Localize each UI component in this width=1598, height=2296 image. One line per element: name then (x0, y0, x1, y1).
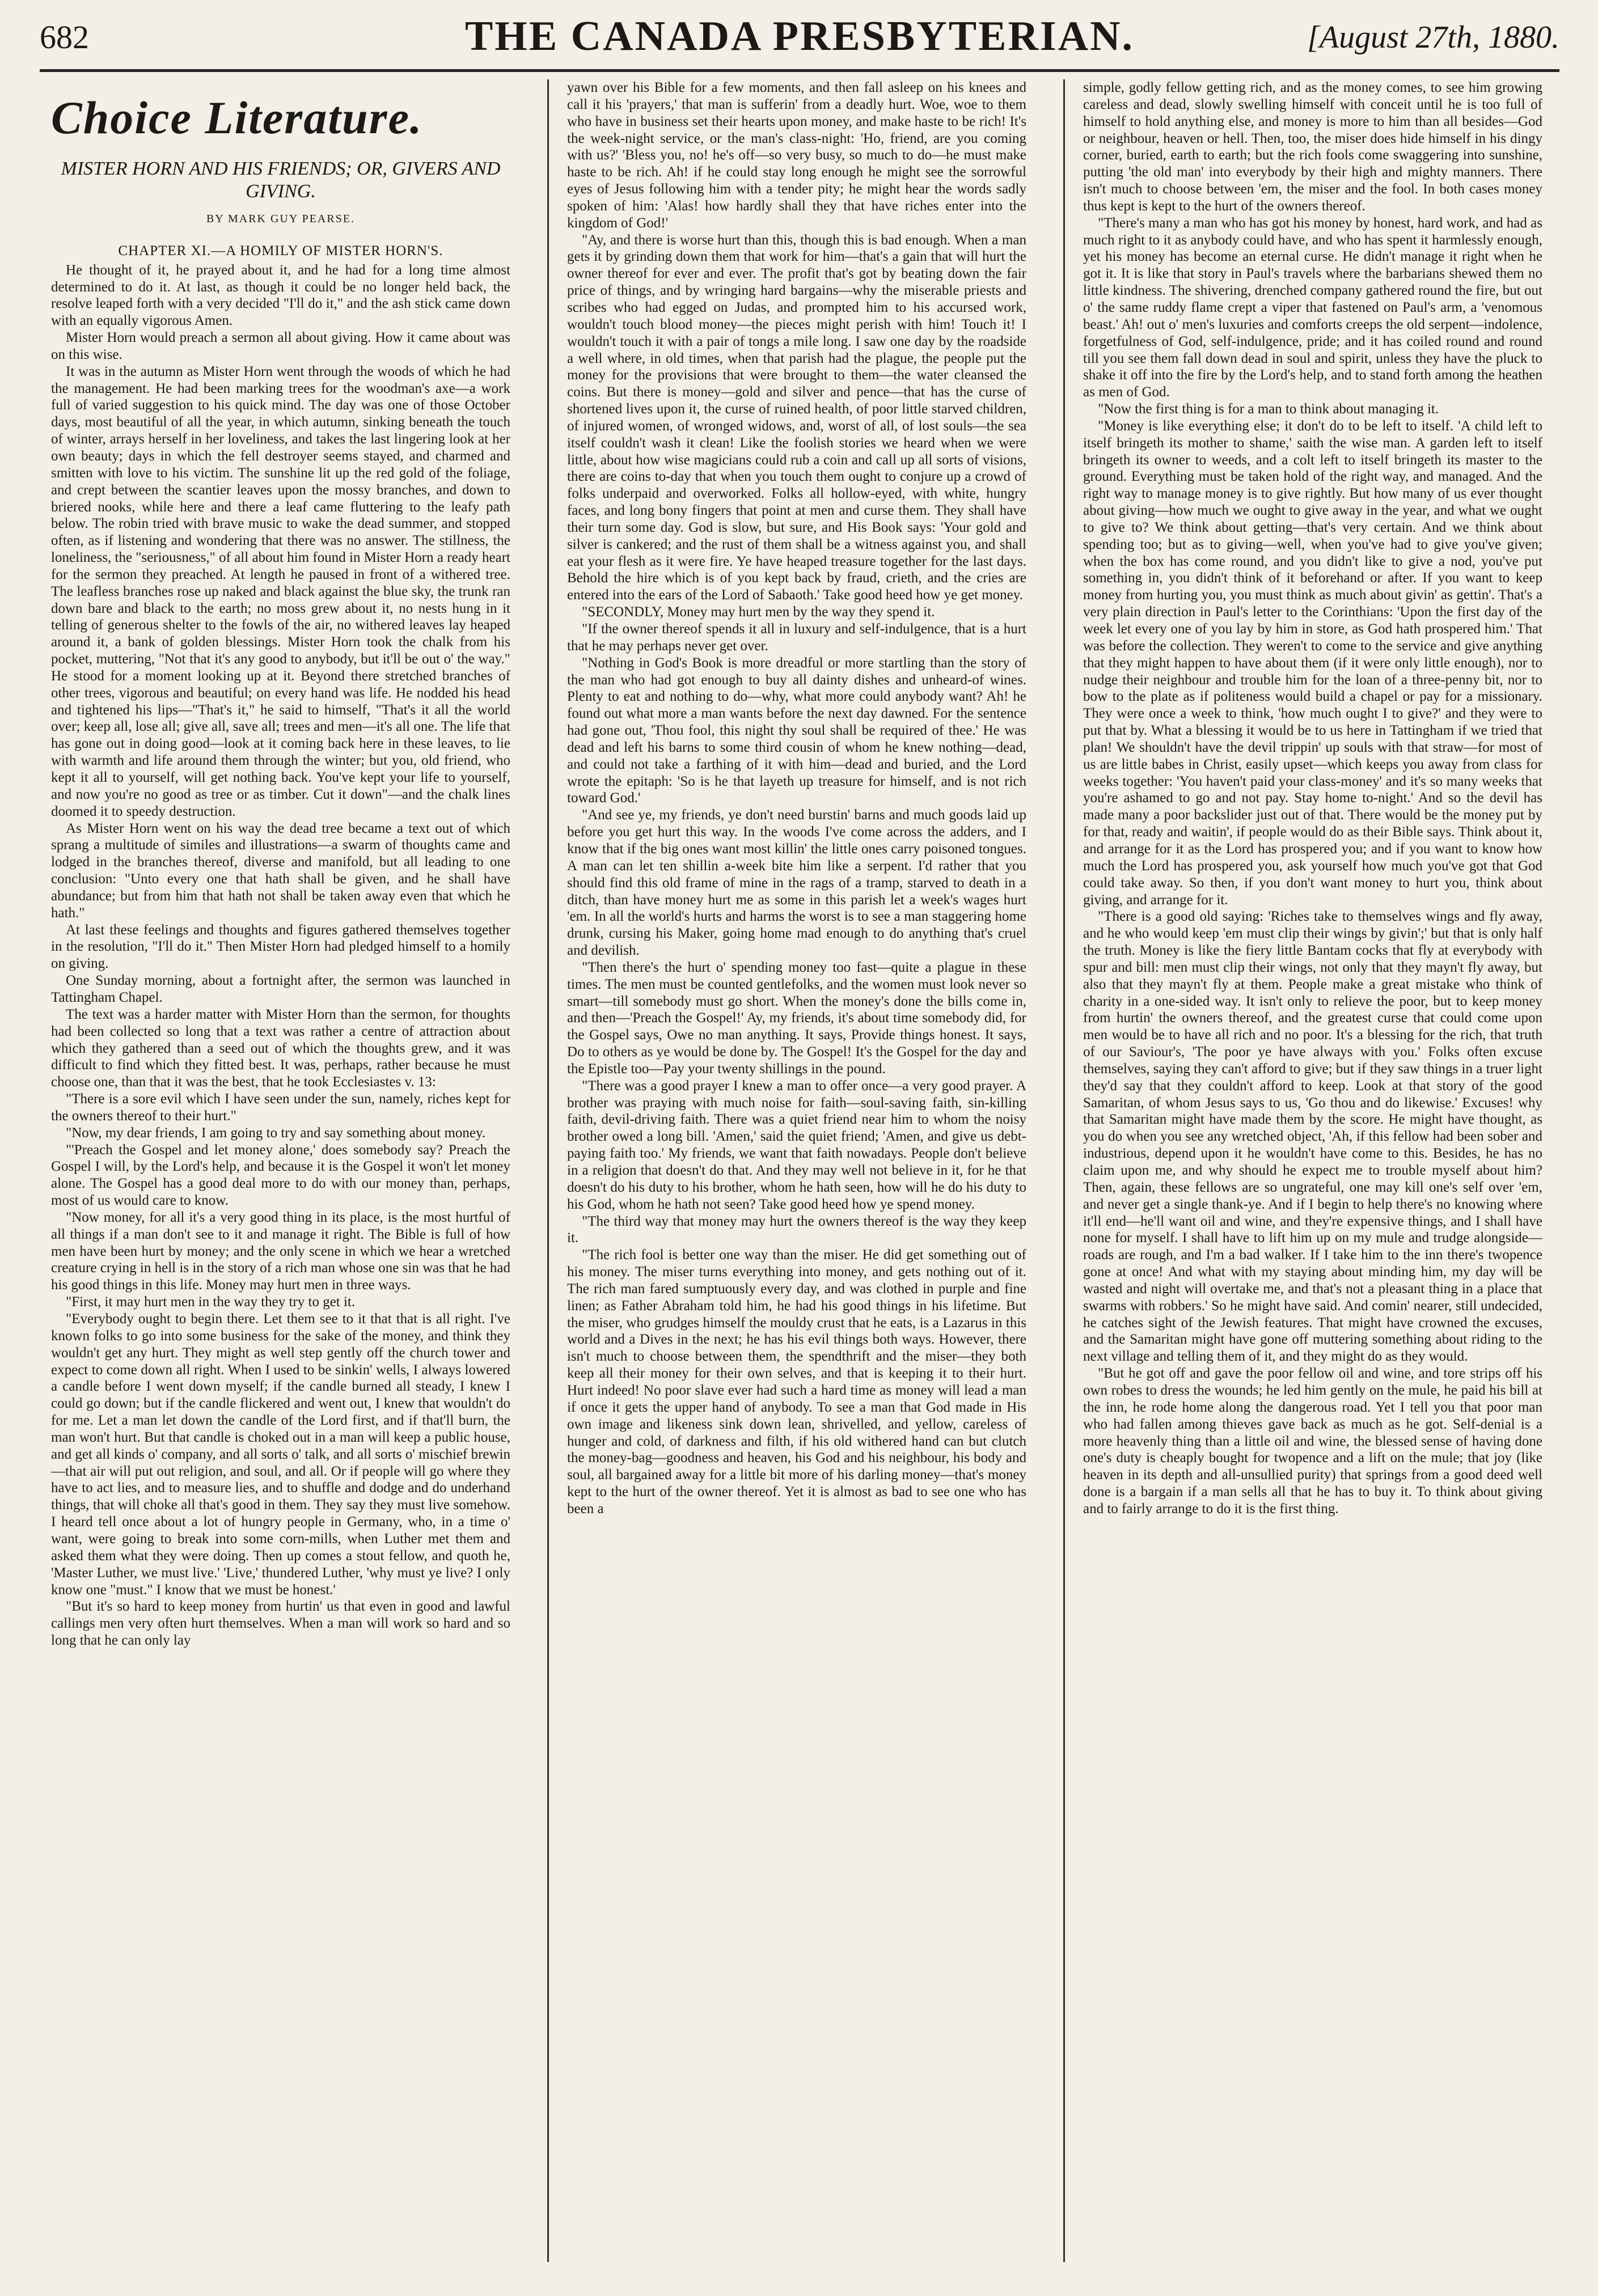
article-paragraph: At last these feelings and thoughts and figures gathered themselves together in the resolution, "I'll do it." Then Mister Horn had pledged himself to a homily on giving. (51, 922, 510, 972)
story-title: MISTER HORN AND HIS FRIENDS; OR, GIVERS AND GIVING. (61, 158, 501, 202)
column-3 (1083, 79, 1542, 2273)
author-byline: BY MARK GUY PEARSE. (206, 213, 356, 225)
column-divider (1063, 79, 1065, 2262)
article-paragraph: "Ay, and there is worse hurt than this, though this is bad enough. When a man gets it by grinding down them that work for him—that's a gain that will hurt the owner thereof for ever and ever. The profit that's got by beating down the fair price of things, and by wringing hard bargains—why the miserable priests and scribes who had egged on Judas, and prompted him to his accursed work, wouldn't touch blood money—the pieces might perish with him! Touch it! I wouldn't touch it with a pair of tongs a mile long. I saw one day by the roadside a well where, in old times, when that parish had the plague, the people put the money for the provisions that were brought to them—the water cleansed the coins. But there is money—gold and silver and pence—that has the curse of shortened lives upon it, the curse of ruined health, of poor little starved children, of injured women, of wronged widows, and, worst of all, of lost souls—the sea itself couldn't wash it clean! Like the foolish stories we heard when we were little, about how wise magicians could rub a coin and call up all sorts of visions, there are coins to-day that when you touch them ought to conjure up a crowd of folks underpaid and overworked. Folks all hollow-eyed, with white, hungry faces, and long bony fingers that point at men and curse them. They shall have their turn some day. God is slow, but sure, and His Book says: 'Your gold and silver is cankered; and the rust of them shall be a witness against you, and shall eat your flesh as it were fire. Ye have heaped treasure together for the last days. Behold the hire which is of you kept back by fraud, crieth, and the cries are entered into the ears of the Lord of Sabaoth.' Take good heed how ye get money. (567, 232, 1026, 603)
article-paragraph: As Mister Horn went on his way the dead tree became a text out of which sprang a multitude of similes and illustrations—a swarm of thoughts came and lodged in the branches thereof, diverse and manifold, but all leading to one conclusion: "Unto every one that hath shall be given, and he shall have abundance; but from him that hath not shall be taken away even that which he hath." (51, 820, 510, 921)
article-paragraph: "There is a good old saying: 'Riches take to themselves wings and fly away, and he who would keep 'em must clip their wings by givin';' but that is only half the truth. Money is like the fiery little Bantam cocks that fly at everybody with spur and bill: men must clip their wings, not only that they mayn't fly away, but also that they mayn't fly at them. People make a great mistake who think of charity in a one-sided way. It isn't only to relieve the poor, but to keep money from hurtin' the owners thereof, and the greatest curse that could come upon men would be to have all rich and no poor. It's a blessing for the rich, that truth of our Saviour's, 'The poor ye have always with you.' Folks often excuse themselves, saying they can't afford to give; but if they saw things in a truer light they'd say that they couldn't afford to keep. Look at that story of the good Samaritan, of whom Jesus says to us, 'Go thou and do likewise.' Excuses! why that Samaritan might have made them by the score. He might have thought, as you do when you see any wretched object, 'Ah, if this fellow had been sober and industrious, depend upon it he wouldn't have come to this. Besides, he has no claim upon me, and why should he expect me to trouble myself about him? Then, again, these fellows are so ungrateful, one may kill one's self over 'em, and never get a single thank-ye. And if I begin to help there's no knowing where it'll end—he'll want oil and wine, and they're expensive things, and I shall have none for myself. I shall have to lift him up on my mule and trudge alongside—roads are rough, and I'm a bad walker. If I take him to the inn there's twopence gone at once! And what with my staying about minding him, my day will be wasted and night will overtake me, and that's not a pleasant thing in a place that swarms with robbers.' So he might have said. And comin' nearer, still undecided, he catches sight of the Jewish features. That might have crowned the excuses, and the Samaritan might have gone off muttering something about riding to the next village and telling them of it, and they might do as they would. (1083, 909, 1542, 1365)
page-number: 682 (40, 19, 89, 56)
column-2-body (567, 79, 1026, 1518)
article-paragraph: simple, godly fellow getting rich, and as the money comes, to see him growing careless and dead, slowly swelling himself with conceit until he is too full of himself to hold anything else, and money is more to him than all besides—God or neighbour, heaven or hell. Then, too, the miser does hide himself in his dingy corner, buried, earth to earth; but the rich fools come swaggering into sunshine, putting 'the old man' into everybody by their high and mighty manners. There isn't much to choose between 'em, the miser and the fool. In both cases money thus kept is kept to the hurt of the owners thereof. (1083, 80, 1542, 214)
article-paragraph: yawn over his Bible for a few moments, and then fall asleep on his knees and call it his 'prayers,' that man is sufferin' from a deadly hurt. Woe, woe to them who have in business set their hearts upon money, and make haste to be rich! It's the week-night service, or the man's class-night: 'Ho, friend, are you coming with us?' 'Bless you, no! he's off—so very busy, so much to do—he must make haste to be rich. Ah! if he could stay long enough he might see the sorrowful eyes of Jesus following him with a tender pity; he might hear the words sadly spoken of him: 'Alas! how hardly shall they that have riches enter into the kingdom of God!' (567, 80, 1026, 231)
article-paragraph: "The third way that money may hurt the owners thereof is the way they keep it. (567, 1213, 1026, 1246)
article-paragraph: "Now, my dear friends, I am going to try and say something about money. (66, 1125, 486, 1141)
article-paragraph: "Money is like everything else; it don't do to be left to itself. 'A child left to itself bringeth its mother to shame,' saith the wise man. A garden left to itself bringeth its owner to weeds, and a colt left to itself bringeth its master to the ground. Everything must be taken hold of the right way, and managed. And the right way to manage money is to give rightly. But how many of us ever thought about giving—how much we ought to give away in the year, and what we ought to give to? We think about getting—that's very certain. And we think about spending too; but as to giving—well, when you've had to give you've given; when the box has come round, and you didn't like to give a nod, you've put something in, you didn't think of it beforehand or after. If you want to keep money from hurting you, you must think as much about givin' as gettin'. That's a very plain direction in Paul's letter to the Corinthians: 'Upon the first day of the week let every one of you lay by him in store, as God hath prospered him.' That was before the collection. They weren't to come to the service and give anything that they might happen to have about them (if it were only little enough), nor to nudge their neighbour and trouble him for the loan of a three-penny bit, nor to bow to the plate as if politeness would build a chapel or pay for a missionary. They were once a week to think, 'how much ought I to give?' and they were to put that by. What a blessing it would be to us here in Tattingham if we tried that plan! We shouldn't have the devil trippin' up souls with that straw—for most of us are little babes in Christ, easily upset—which keeps you away from class for weeks together: 'You haven't paid your class-money' and it's so many weeks that you're ashamed to go and not pay. Stay home to-night.' And so the devil has made many a poor backslider just out of that. There would be the money put by for that, ready and waitin', if people would do as their Bible says. Think about it, and arrange for it as the Lord has prospered you; and if you want to know how much the Lord has prospered you, ask yourself how much you've got that God could take away. So then, if you don't want money to hurt you, think about giving, and arrange for it. (1083, 418, 1542, 908)
masthead-rule (40, 69, 1559, 72)
article-paragraph: "Then there's the hurt o' spending money too fast—quite a plague in these times. The men must be counted gentlefolks, and the women must look never so smart—till somebody must go short. When the money's done the bills come in, and then—'Preach the Gospel!' Ay, my friends, it's about time somebody did, for the Gospel says, Owe no man anything. It says, Provide things honest. It says, Do to others as ye would be done by. The Gospel! It's the Gospel for the day and the Epistle too—Pay your twenty shillings in the pound. (567, 959, 1026, 1077)
chapter-heading: CHAPTER XI.—A HOMILY OF MISTER HORN'S. (118, 243, 443, 259)
column-3-body (1083, 79, 1542, 1518)
column-1-body (51, 262, 510, 1649)
article-paragraph: "Now money, for all it's a very good thing in its place, is the most hurtful of all things if a man don't see to it and manage it right. The Bible is full of how men have been hurt by money; and the only scene in which we hear a wretched creature crying in hell is in the story of a rich man whose one sin was that he had his good things in this life. Money may hurt men in three ways. (51, 1209, 510, 1293)
article-paragraph: "The rich fool is better one way than the miser. He did get something out of his money. The miser turns everything into money, and gets nothing out of it. The rich man fared sumptuously every day, and was clothed in purple and fine linen; as Father Abraham told him, he had his good things in his lifetime. But the miser, who grudges himself the mouldy crust that he eats, is a Lazarus in this world and a Dives in the next; he has his evil things both ways. However, there isn't much to choose between them, the spendthrift and the miser—they both keep all their money for their own selves, and that is keeping it to their hurt. Hurt indeed! No poor slave ever had such a hard time as money will lead a man if once it gets the upper hand of anybody. To see a man that God made in His own image and likeness sink down lean, shrivelled, and yellow, careless of hunger and cold, of darkness and filth, if his old withered hand can but clutch the money-bag—goodness and heaven, his God and his neighbour, his body and soul, all bargained away for a little bit more of his darling money—that's money kept to the hurt of the owner thereof. Yet it is almost as bad to see one who has been a (567, 1247, 1026, 1516)
article-paragraph: One Sunday morning, about a fortnight after, the sermon was launched in Tattingham Chapel. (51, 973, 510, 1005)
article-paragraph: "'Preach the Gospel and let money alone,' does somebody say? Preach the Gospel I will, by the Lord's help, and because it is the Gospel it won't let money alone. The Gospel has a good deal more to do with our money than, perhaps, most of us would care to know. (51, 1142, 510, 1209)
section-heading: Choice Literature. (51, 92, 423, 143)
newspaper-title: THE CANADA PRESBYTERIAN. (464, 13, 1135, 60)
article-paragraph: "If the owner thereof spends it all in luxury and self-indulgence, that is a hurt that he may perhaps never get over. (567, 621, 1026, 654)
article-paragraph: It was in the autumn as Mister Horn went through the woods of which he had the management. He had been marking trees for the woodman's axe—a work full of varied suggestion to his quick mind. The day was one of those October days, most beautiful of all the year, in which autumn, sinking beneath the touch of winter, arrays herself in her loveliness, and takes the last lingering look at her own beauty; days in which the fell destroyer seems stayed, and charmed and smitten with love to his victim. The sunshine lit up the red gold of the foliage, and crept between the scantier leaves upon the mossy branches, and down to briered nooks, while here and there a leaf came fluttering to the leafy path below. The robin tried with brave music to wake the dead summer, and stopped often, as if listening and wondering that there was no answer. The stillness, the loneliness, the "seriousness," of all about him found in Mister Horn a ready heart for the sermon they preached. At length he paused in front of a withered tree. The leafless branches rose up naked and black against the blue sky, the trunk ran down bare and black to the earth; no moss grew about it, no nests hung in it telling of generous shelter to the fowls of the air, no withered leaves lay heaped around it, a bank of golden blessings. Mister Horn took the chalk from his pocket, muttering, "Not that it's any good to anybody, but it'll be out o' the way." He stood for a moment looking up at it. Beyond there stretched branches of other trees, vigorous and beautiful; on every hand was life. He nodded his head and tightened his lips—"That's it," he said to himself, "That's it all the world over; keep all, lose all; give all, save all; trees and men—it's all one. The life that has gone out in doing good—look at it coming back here in these leaves, to lie with warmth and life around them through the winter; but you, old friend, who kept it all to yourself, will get nothing back. You've kept your life to yourself, and now you're no good as tree or as timber. Cut it down"—and the chalk lines doomed it to speedy destruction. (51, 363, 510, 819)
column-divider (547, 79, 549, 2262)
article-paragraph: "There's many a man who has got his money by honest, hard work, and had as much right to it as anybody could have, and who has spent it harmlessly enough, yet his money has become an eternal curse. He didn't manage it right when he got it. It is like that story in Paul's travels where the barbarians shewed them no little kindness. The shivering, drenched company gathered round the fire, but out o' the same ruddy flame crept a viper that fastened on Paul's arm, a 'venomous beast.' Ah! out o' men's luxuries and comforts creeps the old serpent—indolence, forgetfulness of God, self-indulgence, pride; and it has coiled round and round till you see them fall down dead in soul and spirit, unless they have the pluck to shake it off into the fire by the Lord's help, and to stand forth among the heathen as men of God. (1083, 215, 1542, 400)
issue-date: [August 27th, 1880. (1307, 20, 1559, 55)
article-paragraph: "But it's so hard to keep money from hurtin' us that even in good and lawful callings men very often hurt themselves. When a man will work so hard and so long that he can only lay (51, 1599, 510, 1649)
article-paragraph: He thought of it, he prayed about it, and he had for a long time almost determined to do it. At last, as though it could be no longer held back, the resolve leaped forth with a very decided "I'll do it," and the ash stick came down with an equally vigorous Amen. (51, 262, 510, 329)
article-paragraph: The text was a harder matter with Mister Horn than the sermon, for thoughts had been collected so long that a text was rather a centre of attraction about which they gathered than a seed out of which the thoughts grew, and it was difficult to find which they fitted best. It was, perhaps, rather because he must choose one, than that it was the best, that he took Ecclesiastes v. 13: (51, 1006, 510, 1090)
article-paragraph: "Everybody ought to begin there. Let them see to it that that is all right. I've known folks to go into some business for the sake of the money, and think they wouldn't get any hurt. They might as well step gently off the church tower and expect to come down all right. When I used to be sinkin' wells, I always lowered a candle before I went down myself; if the candle burned all steady, I knew I could go down; but if the candle flickered and went out, I knew that wouldn't do for me. Let a man let down the candle of the Lord first, and if that'll burn, the man won't hurt. But that candle is choked out in a man will keep a public house, and get all kinds o' company, and all sorts o' talk, and all sorts o' mischief brewin—that air will put out religion, and soul, and all. Or if people will go where they have to act lies, and to measure lies, and to shuffle and dodge and do underhand things, that will choke all that's good in them. They say they must live somehow. I heard tell once about a lot of hungry people in Germany, who, in a time o' want, were going to break into some corn-mills, when Luther met them and asked them what they were doing. Then up comes a stout fellow, and quoth he, 'Master Luther, we must live.' 'Live,' thundered Luther, 'why must ye live? I only know one "must." I know that we must be honest.' (51, 1311, 510, 1598)
article-paragraph: "Nothing in God's Book is more dreadful or more startling than the story of the man who had got enough to buy all dainty dishes and unheard-of wines. Plenty to eat and nothing to do—why, what more could anybody want? Ah! he found out what more a man wants before the next day dawned. For the sentence had gone out, 'Thou fool, this night thy soul shall be required of thee.' He was dead and left his barns to some third cousin of whom he knew nothing—dead, and could not take a farthing of it with him—dead and buried, and the Lord wrote the epitaph: 'So is he that layeth up treasure for himself, and is not rich toward God.' (567, 655, 1026, 806)
article-paragraph: "And see ye, my friends, ye don't need burstin' barns and much goods laid up before you get hurt this way. In the woods I've come across the adders, and I know that if the big ones want most killin' the little ones carry poisoned tongues. A man can let ten shillin a-week bite him like a serpent. I'd rather that you should find this old frame of mine in the rags of a tramp, starved to death in a ditch, than have money hurt me as some in this parish let a week's wages hurt 'em. In all the world's hurts and harms the worst is to see a man staggering home drunk, cursing his Maker, going home mad enough to do anything that's cruel and devilish. (567, 807, 1026, 959)
article-paragraph: "But he got off and gave the poor fellow oil and wine, and tore strips off his own robes to dress the wounds; he led him gently on the mule, he paid his bill at the inn, he rode home along the dangerous road. Yet I tell you that poor man who had fallen among thieves gave back as much as he got. Self-denial is a more heavenly thing than a little oil and wine, the blessed sense of having done one's duty is cheaply bought for twopence and a lift on the mule; that joy (like heaven in its depth and all-unsullied purity) that springs from a good deed well done is a bargain if a man sells all that he has to buy it. To think about giving and to fairly arrange to do it is the first thing. (1083, 1366, 1542, 1516)
article-paragraph: "Now the first thing is for a man to think about managing it. (1098, 401, 1439, 417)
article-paragraph: "First, it may hurt men in the way they try to get it. (66, 1294, 356, 1310)
column-1 (51, 79, 510, 2273)
article-paragraph: "There was a good prayer I knew a man to offer once—a very good prayer. A brother was praying with much noise for faith—soul-saving faith, sin-killing faith, devil-driving faith. There was a quiet friend near him to whom the noisy brother owed a long bill. 'Amen,' said the quiet friend; 'Amen, and give us debt-paying faith too.' My friends, we want that faith nowadays. People don't believe in a religion that doesn't do that. And they may well not believe in it, for he that doesn't do his duty to his brother, whom he hath seen, how will he do his duty to his God, whom he hath not seen? Take good heed how ye spend money. (567, 1078, 1026, 1212)
article-paragraph: Mister Horn would preach a sermon all about giving. How it came about was on this wise. (51, 330, 510, 362)
article-paragraph: "SECONDLY, Money may hurt men by the way they spend it. (582, 604, 935, 620)
masthead (40, 12, 1559, 62)
column-2 (567, 79, 1026, 2273)
article-paragraph: "There is a sore evil which I have seen under the sun, namely, riches kept for the owners thereof to their hurt." (51, 1091, 510, 1124)
